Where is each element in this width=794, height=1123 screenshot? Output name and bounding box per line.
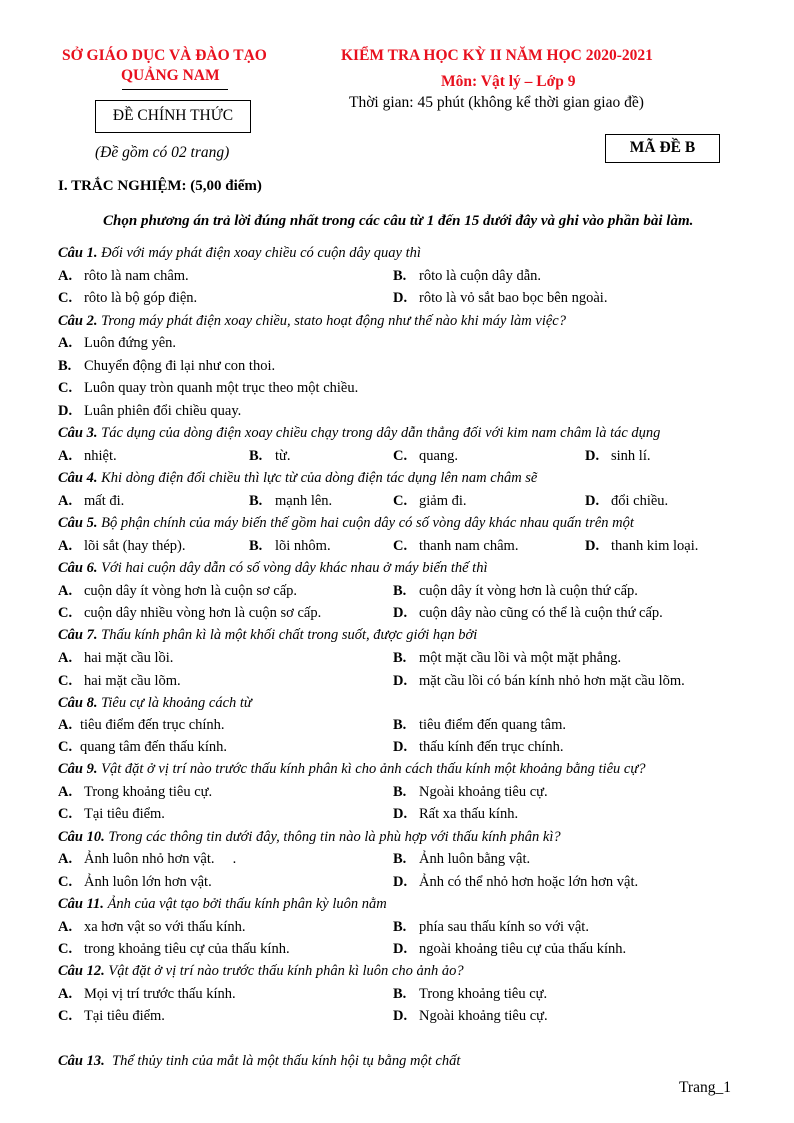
q6-option-d	[393, 605, 663, 622]
exam-title: KIỂM TRA HỌC KỲ II NĂM HỌC 2020-2021	[341, 47, 653, 64]
option-key: C.	[58, 739, 73, 755]
q5-option-a	[58, 538, 185, 555]
question-text: Bộ phận chính của máy biến thế gồm hai cuộn dây có số vòng dây khác nhau quấn trên một	[101, 515, 634, 531]
option-key: C.	[58, 806, 73, 822]
option-key: C.	[393, 493, 408, 509]
question-text: Với hai cuộn dây dẫn có số vòng dây khác nhau ở máy biến thế thì	[101, 560, 488, 576]
option-text: cuộn dây ít vòng hơn là cuộn thứ cấp.	[419, 583, 638, 599]
option-key: D.	[585, 448, 600, 464]
q9-option-a	[58, 784, 212, 801]
option-key: A.	[58, 650, 73, 666]
q8-option-c	[58, 739, 227, 756]
option-key: C.	[58, 941, 73, 957]
option-text: giảm đi.	[419, 493, 467, 509]
option-key: D.	[393, 1008, 408, 1024]
question-text: Vật đặt ở vị trí nào trước thấu kính phân kì luôn cho ảnh ảo?	[108, 963, 464, 979]
question-label: Câu 8.	[58, 695, 98, 711]
question-13	[58, 1053, 460, 1070]
question-label: Câu 6.	[58, 560, 98, 576]
question-10	[58, 829, 561, 846]
option-text: tiêu điểm đến quang tâm.	[419, 717, 566, 733]
question-text: Tác dụng của dòng điện xoay chiều chạy trong dây dẫn thẳng đối với kim nam châm là tác dụng	[101, 425, 661, 441]
section-title: I. TRẮC NGHIỆM: (5,00 điểm)	[58, 178, 262, 194]
option-text: quang tâm đến thấu kính.	[80, 739, 227, 755]
question-label: Câu 13.	[58, 1053, 105, 1069]
option-text: một mặt cầu lồi và một mặt phẳng.	[419, 650, 622, 666]
option-text: Luân phiên đổi chiều quay.	[84, 403, 242, 419]
option-key: D.	[393, 605, 408, 621]
option-text: Chuyển động đi lại như con thoi.	[84, 358, 276, 374]
question-label: Câu 10.	[58, 829, 105, 845]
option-key: D.	[393, 739, 408, 755]
option-text: ngoài khoảng tiêu cự của thấu kính.	[419, 941, 627, 957]
option-text: sinh lí.	[611, 448, 651, 464]
q11-option-c	[58, 941, 290, 958]
q11-option-b	[393, 919, 589, 936]
section-instruction: Chọn phương án trả lời đúng nhất trong các câu từ 1 đến 15 dưới đây và ghi vào phần bài làm.	[103, 213, 694, 229]
option-text: Tại tiêu điểm.	[84, 806, 165, 822]
option-text: thanh nam châm.	[419, 538, 519, 554]
q4-option-d	[585, 493, 668, 510]
option-key: C.	[58, 380, 73, 396]
q10-option-c	[58, 874, 212, 891]
question-text: Tiêu cự là khoảng cách từ	[101, 695, 252, 711]
q2-option-c	[58, 380, 358, 397]
question-text: Thể thủy tinh của mắt là một thấu kính hội tụ bằng một chất	[112, 1053, 461, 1069]
q5-option-d	[585, 538, 698, 555]
option-text: hai mặt cầu lõm.	[84, 673, 181, 689]
question-11	[58, 896, 387, 913]
q7-option-a	[58, 650, 173, 667]
option-key: B.	[249, 448, 263, 464]
question-4	[58, 470, 537, 487]
option-text: xa hơn vật so với thấu kính.	[84, 919, 246, 935]
option-key: A.	[58, 717, 73, 733]
option-key: A.	[58, 784, 73, 800]
q2-option-b	[58, 358, 275, 375]
option-key: C.	[393, 538, 408, 554]
q1-option-a	[58, 268, 189, 285]
q3-option-a	[58, 448, 117, 465]
option-key: B.	[393, 583, 407, 599]
question-label: Câu 11.	[58, 896, 104, 912]
question-9	[58, 761, 645, 778]
q3-option-d	[585, 448, 650, 465]
option-key: C.	[58, 290, 73, 306]
q8-option-b	[393, 717, 566, 734]
option-key: C.	[58, 874, 73, 890]
q10-option-d	[393, 874, 638, 891]
q12-option-c	[58, 1008, 165, 1025]
option-key: B.	[249, 538, 263, 554]
question-text: Vật đặt ở vị trí nào trước thấu kính phân kì cho ảnh cách thấu kính một khoảng bằng tiêu cự?	[101, 761, 646, 777]
option-key: D.	[393, 941, 408, 957]
option-key: A.	[58, 493, 73, 509]
option-text: rôto là nam châm.	[84, 268, 189, 284]
option-key: B.	[393, 650, 407, 666]
option-key: D.	[585, 493, 600, 509]
option-key: A.	[58, 851, 73, 867]
page-number: Trang_1	[679, 1079, 731, 1096]
question-label: Câu 5.	[58, 515, 98, 531]
option-key: A.	[58, 335, 73, 351]
option-text: nhiệt.	[84, 448, 117, 464]
option-key: B.	[393, 986, 407, 1002]
option-key: C.	[58, 673, 73, 689]
department-name: SỞ GIÁO DỤC VÀ ĐÀO TẠO	[62, 47, 267, 64]
option-text: Ngoài khoảng tiêu cự.	[419, 1008, 548, 1024]
option-text: rôto là vỏ sắt bao bọc bên ngoài.	[419, 290, 608, 306]
option-key: A.	[58, 538, 73, 554]
option-key: D.	[58, 403, 73, 419]
q3-option-c	[393, 448, 458, 465]
option-key: A.	[58, 919, 73, 935]
question-3	[58, 425, 660, 442]
q12-option-a	[58, 986, 236, 1003]
question-label: Câu 7.	[58, 627, 98, 643]
question-label: Câu 1.	[58, 245, 98, 261]
option-text: phía sau thấu kính so với vật.	[419, 919, 589, 935]
option-text: Ảnh có thể nhỏ hơn hoặc lớn hơn vật.	[419, 874, 639, 890]
option-text: Tại tiêu điểm.	[84, 1008, 165, 1024]
option-key: B.	[58, 358, 72, 374]
q6-option-b	[393, 583, 638, 600]
option-key: B.	[393, 919, 407, 935]
question-text: Trong máy phát điện xoay chiều, stato hoạt động như thế nào khi máy làm việc?	[101, 313, 566, 329]
option-text: Luôn quay tròn quanh một trục theo một chiều.	[84, 380, 359, 396]
question-text: Khi dòng điện đổi chiều thì lực từ của dòng điện tác dụng lên nam châm sẽ	[101, 470, 538, 486]
q4-option-c	[393, 493, 467, 510]
option-text: Ảnh luôn nhỏ hơn vật. .	[84, 851, 237, 867]
question-2	[58, 313, 566, 330]
q9-option-b	[393, 784, 548, 801]
option-text: rôto là cuộn dây dẫn.	[419, 268, 542, 284]
question-label: Câu 12.	[58, 963, 105, 979]
question-6	[58, 560, 487, 577]
option-text: hai mặt cầu lồi.	[84, 650, 174, 666]
option-text: rôto là bộ góp điện.	[84, 290, 198, 306]
option-key: A.	[58, 268, 73, 284]
option-key: B.	[393, 784, 407, 800]
option-key: A.	[58, 986, 73, 1002]
official-box	[95, 100, 251, 133]
question-text: Ảnh của vật tạo bởi thấu kính phân kỳ luôn nằm	[107, 896, 387, 912]
q1-option-c	[58, 290, 197, 307]
option-key: D.	[585, 538, 600, 554]
official-label: ĐỀ CHÍNH THỨC	[112, 107, 234, 124]
option-key: C.	[58, 605, 73, 621]
option-text: tiêu điểm đến trục chính.	[80, 717, 225, 733]
exam-code: MÃ ĐỀ B	[629, 139, 696, 156]
question-label: Câu 2.	[58, 313, 98, 329]
option-key: B.	[393, 268, 407, 284]
q10-option-b	[393, 851, 530, 868]
option-key: C.	[58, 1008, 73, 1024]
question-label: Câu 4.	[58, 470, 98, 486]
pages-note: (Đề gồm có 02 trang)	[95, 144, 230, 161]
q7-option-b	[393, 650, 621, 667]
question-5	[58, 515, 634, 532]
option-text: Trong khoảng tiêu cự.	[419, 986, 548, 1002]
question-text: Đối với máy phát điện xoay chiều có cuộn dây quay thì	[101, 245, 421, 261]
option-text: lõi sắt (hay thép).	[84, 538, 186, 554]
option-text: trong khoảng tiêu cự của thấu kính.	[84, 941, 290, 957]
option-text: lõi nhôm.	[275, 538, 331, 554]
q12-option-d	[393, 1008, 548, 1025]
question-label: Câu 3.	[58, 425, 98, 441]
option-text: cuộn dây ít vòng hơn là cuộn sơ cấp.	[84, 583, 298, 599]
option-text: Luôn đứng yên.	[84, 335, 177, 351]
option-key: B.	[393, 717, 407, 733]
q10-option-a	[58, 851, 236, 868]
option-text: từ.	[275, 448, 291, 464]
question-text: Thấu kính phân kì là một khối chất trong suốt, được giới hạn bởi	[101, 627, 478, 643]
option-key: A.	[58, 583, 73, 599]
q5-option-b	[249, 538, 331, 555]
option-key: D.	[393, 806, 408, 822]
q8-option-d	[393, 739, 564, 756]
option-text: Rất xa thấu kính.	[419, 806, 519, 822]
q6-option-c	[58, 605, 321, 622]
option-key: B.	[249, 493, 263, 509]
province-name: QUẢNG NAM	[121, 67, 220, 84]
option-text: mất đi.	[84, 493, 125, 509]
q9-option-c	[58, 806, 165, 823]
option-text: Trong khoảng tiêu cự.	[84, 784, 213, 800]
option-text: quang.	[419, 448, 459, 464]
option-text: Ngoài khoảng tiêu cự.	[419, 784, 548, 800]
exam-code-box	[605, 134, 720, 163]
q11-option-a	[58, 919, 246, 936]
q5-option-c	[393, 538, 518, 555]
question-1	[58, 245, 421, 262]
option-text: Ảnh luôn bằng vật.	[419, 851, 531, 867]
q4-option-b	[249, 493, 332, 510]
question-8	[58, 695, 252, 712]
option-text: mặt cầu lồi có bán kính nhỏ hơn mặt cầu lõm.	[419, 673, 685, 689]
q3-option-b	[249, 448, 291, 465]
option-key: D.	[393, 673, 408, 689]
question-text: Trong các thông tin dưới đây, thông tin nào là phù hợp với thấu kính phân kì?	[108, 829, 561, 845]
option-text: cuộn dây nào cũng có thể là cuộn thứ cấp.	[419, 605, 663, 621]
option-text: Ảnh luôn lớn hơn vật.	[84, 874, 212, 890]
option-text: mạnh lên.	[275, 493, 333, 509]
q8-option-a	[58, 717, 225, 734]
q1-option-d	[393, 290, 607, 307]
header-underline	[122, 89, 228, 90]
exam-time: Thời gian: 45 phút (không kể thời gian giao đề)	[349, 94, 644, 111]
option-key: D.	[393, 290, 408, 306]
question-7	[58, 627, 477, 644]
q11-option-d	[393, 941, 626, 958]
q9-option-d	[393, 806, 518, 823]
q2-option-d	[58, 403, 241, 420]
q6-option-a	[58, 583, 297, 600]
exam-subject: Môn: Vật lý – Lớp 9	[441, 73, 576, 90]
option-text: cuộn dây nhiều vòng hơn là cuộn sơ cấp.	[84, 605, 322, 621]
q4-option-a	[58, 493, 124, 510]
option-key: C.	[393, 448, 408, 464]
q2-option-a	[58, 335, 176, 352]
q7-option-d	[393, 673, 685, 690]
question-label: Câu 9.	[58, 761, 98, 777]
q12-option-b	[393, 986, 547, 1003]
option-key: A.	[58, 448, 73, 464]
option-key: B.	[393, 851, 407, 867]
option-text: Mọi vị trí trước thấu kính.	[84, 986, 236, 1002]
option-text: thanh kim loại.	[611, 538, 699, 554]
option-key: D.	[393, 874, 408, 890]
q1-option-b	[393, 268, 541, 285]
option-text: đổi chiều.	[611, 493, 669, 509]
option-text: thấu kính đến trục chính.	[419, 739, 564, 755]
q7-option-c	[58, 673, 181, 690]
question-12	[58, 963, 464, 980]
